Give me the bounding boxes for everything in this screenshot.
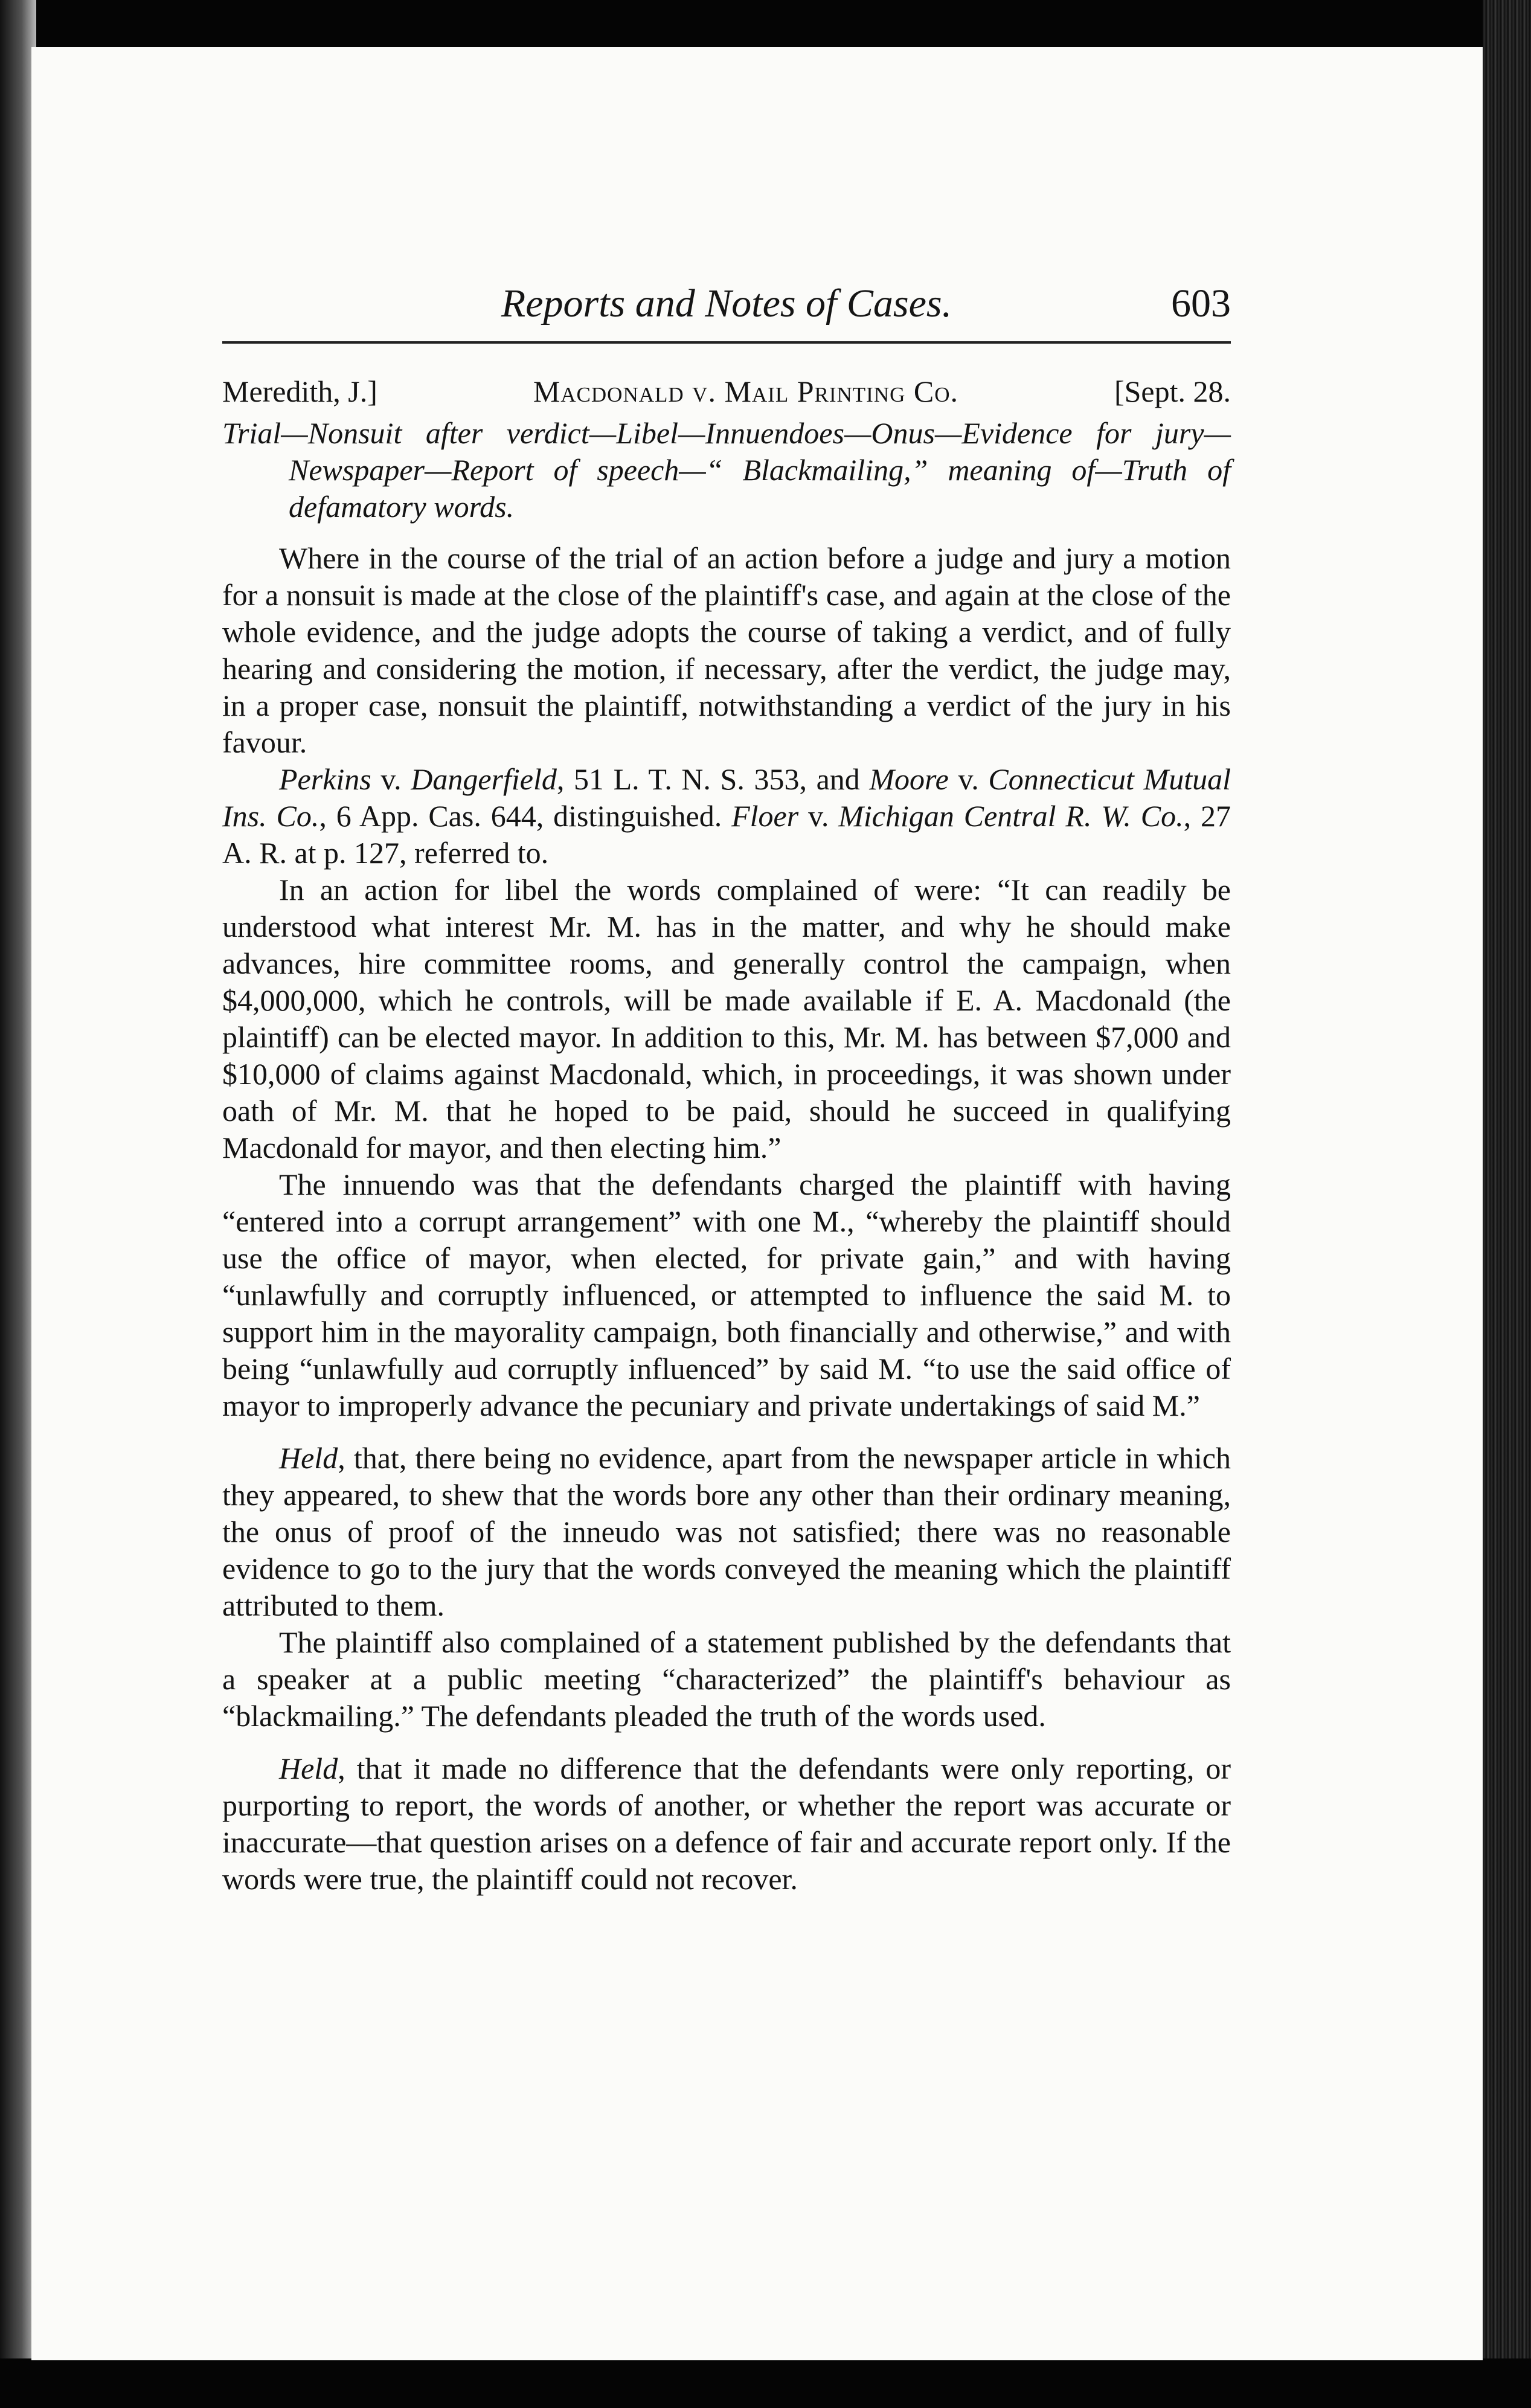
citation-case: Perkins xyxy=(279,762,371,796)
citation-case: Moore xyxy=(869,762,949,796)
running-header xyxy=(222,281,1231,347)
citation-text: , 27 A. R. at p. 127, referred to. xyxy=(222,799,1231,870)
held-text: , that it made no difference that the defendants were only reporting, or purporting to report, the words of another, or whether the report was accurate or inaccurate—that question arises on a defence of fair and accurate report only. If the words were true, the plaintiff could not recover. xyxy=(222,1751,1231,1896)
paragraph-held-onus xyxy=(222,1440,1231,1624)
paragraph-holding-nonsuit: Where in the course of the trial of an action before a judge and jury a motion for a nonsuit is made at the close of the plaintiff's case, and again at the close of the whole evidence, and the judge adopts the course of taking a verdict, and of fully hearing and considering the motion, if necessary, after the verdict, the judge may, in a proper case, nonsuit the plaintiff, notwithstanding a verdict of the jury in his favour. xyxy=(222,541,1231,759)
paragraph-blackmailing: The plaintiff also complained of a statement published by the defendants that a speaker at a public meeting “characterized” the plaintiff's behaviour as “blackmailing.” The defendants pleaded the truth of the words used. xyxy=(222,1625,1231,1733)
headnote-catchwords: Trial—Nonsuit after verdict—Libel—Innuendoes—Onus—Evidence for jury—Newspaper—Report of speech—“ Blackmailing,” meaning of—Truth of defamatory words. xyxy=(222,416,1231,524)
citation-text: v. xyxy=(371,762,411,796)
scan-border-bottom xyxy=(0,2358,1531,2408)
scan-border-top xyxy=(0,0,1531,48)
citation-case: Floer xyxy=(731,799,799,833)
running-title: Reports and Notes of Cases. xyxy=(501,281,952,326)
held-text: , that, there being no evidence, apart from the newspaper article in which they appeared, to shew that the words bore any other than their ordinary meaning, the onus of proof of the inneudo was not satisfied; there was no reasonable evidence to go to the jury that the words conveyed the meaning which the plaintiff attributed to them. xyxy=(222,1441,1231,1622)
case-date: [Sept. 28. xyxy=(1114,374,1231,408)
citation-case: Michigan Central R. W. Co. xyxy=(838,799,1184,833)
paragraph-libel-words: In an action for libel the words complained of were: “It can readily be understood what interest Mr. M. has in the matter, and why he should make advances, hire committee rooms, and generally control the campaign, when $4,000,000, which he controls, will be made available if E. A. Macdonald (the plaintiff) can be elected mayor. In addition to this, Mr. M. has between $7,000 and $10,000 of claims against Macdonald, which, in proceedings, it was shown under oath of Mr. M. that he hoped to be paid, should he succeed in qualifying Macdonald for mayor, and then electing him.” xyxy=(222,873,1231,1164)
main-text xyxy=(222,373,1231,1898)
held-label: Held xyxy=(279,1751,338,1785)
citation-text: v. xyxy=(948,762,989,796)
paragraph-held-truth xyxy=(222,1750,1231,1898)
paragraph-innuendo: The innuendo was that the defendants charged the plaintiff with having “entered into a corrupt arrangement” with one M., “whereby the plaintiff should use the office of mayor, when elected, for private gain,” and with having “unlawfully and corruptly influenced, or attempted to influence the said M. to support him in the mayorality campaign, both financially and otherwise,” and with being “unlawfully aud corruptly influenced” by said M. “to use the said office of mayor to improperly advance the pecuniary and private undertakings of said M.” xyxy=(222,1167,1231,1422)
citation-case: Dangerfield xyxy=(411,762,557,796)
case-name: Macdonald v. Mail Printing Co. xyxy=(533,374,959,408)
citation-case: Connecticut Mutual Ins. Co. xyxy=(222,762,1231,833)
header-rule xyxy=(222,341,1231,344)
judge-name: Meredith, J.] xyxy=(222,374,377,408)
citation-text: , 6 App. Cas. 644, distinguished. xyxy=(319,799,732,833)
citation-text: v. xyxy=(798,799,839,833)
scan-border-left xyxy=(0,0,36,2408)
held-label: Held xyxy=(279,1441,338,1475)
page-number: 603 xyxy=(1171,281,1231,326)
paragraph-citations xyxy=(222,761,1231,872)
scan-border-right xyxy=(1483,0,1531,2408)
citation-text: , 51 L. T. N. S. 353, and xyxy=(556,762,870,796)
case-caption xyxy=(222,373,1231,410)
